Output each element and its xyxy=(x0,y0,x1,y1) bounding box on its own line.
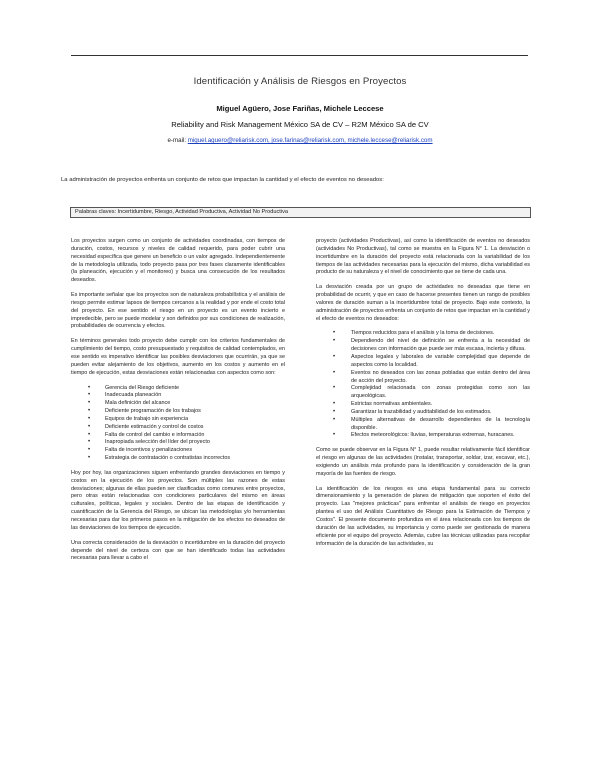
email-links[interactable]: miguel.aguero@reliarisk.com, jose.farinas@reliarisk.com, michele.leccese@reliarisk.com xyxy=(187,137,433,144)
challenges-list xyxy=(316,330,530,440)
keywords: Palabras claves: Incertidumbre, Riesgo, Actividad Productiva, Actividad No Productiva xyxy=(75,209,288,215)
right-column xyxy=(316,238,530,555)
paragraph: Los proyectos surgen como un conjunto de actividades coordinadas, con tiempos de duración, costos, recursos y niveles de calidad requerido, para poder cubrir una necesidad específica que genere un beneficio o un valor agregado. Independientemente de la metodología utilizada, todo proyecto pasa por tres fases claramente identificables (la planeación, ejecución y el monitoreo) y busca una consecución de los resultados deseados. xyxy=(71,238,285,284)
paragraph: proyecto (actividades Productivas), así como la identificación de eventos no deseados (actividades No Productivas), tal como se muestra en la Figura N° 1. La desviación o incertidumbre en la duración del proyecto está relacionada con la variabilidad de los tiempos de las actividades necesarias para la ejecución del mismo, dicha variabilidad es producto de su naturaleza y el nivel de conocimiento que se tiene de cada una. xyxy=(316,238,530,276)
email-label: e-mail: xyxy=(167,137,188,144)
list-item: • Dependiendo del nivel de definición se enfrenta a la necesidad de decisiones con información que puede ser más escasa, incierta y difusa. xyxy=(333,338,530,354)
list-item: • Gerencia del Riesgo deficiente xyxy=(88,385,285,393)
list-item: • Múltiples alternativas de desarrollo dependientes de la tecnología disponible. xyxy=(333,417,530,433)
list-item: • Inadecuada planeación xyxy=(88,392,285,400)
list-item: • Eventos no deseados con las zonas pobladas que están dentro del área de acción del proyecto. xyxy=(333,370,530,386)
list-item: • Estrictas normativas ambientales. xyxy=(333,401,530,409)
list-item: • Inapropiada selección del líder del proyecto xyxy=(88,439,285,447)
list-item: • Deficiente estimación y control de costos xyxy=(88,424,285,432)
list-item: • Mala definición del alcance xyxy=(88,400,285,408)
list-item: • Efectos meteorológicos: lluvias, temperaturas extremas, huracanes. xyxy=(333,432,530,440)
list-item: • Deficiente programación de los trabajos xyxy=(88,408,285,416)
paragraph: Como se puede observar en la Figura N° 1, puede resultar relativamente fácil identificar el riesgo en algunas de las actividades (instalar, transportar, soldar, izar, excavar, etc.), exigiendo un análisis más profundo para la identificación y consideración de la gran mayoría de las fuentes de riesgo. xyxy=(316,447,530,477)
list-item: • Falta de incentivos y penalizaciones xyxy=(88,447,285,455)
header-rule xyxy=(71,55,528,56)
list-item: • Garantizar la trazabilidad y auditabilidad de los estimados. xyxy=(333,409,530,417)
paragraph: Una correcta consideración de la desviación o incertidumbre en la duración del proyecto depende del nivel de certeza con que se han identificado todas las actividades necesarias para llevar a cabo el xyxy=(71,539,285,562)
abstract: La administración de proyectos enfrenta un conjunto de retos que impactan la cantidad y el efecto de eventos no deseados: xyxy=(61,177,384,183)
paragraph: Hoy por hoy, las organizaciones siguen enfrentando grandes desviaciones en tiempo y costos en la ejecución de los proyectos. Son múltiples las razones de estas desviaciones; algunas de ellas pueden ser clasificadas como comunes entre proyectos, pero otras están relacionadas con condiciones particulares del mismo en áreas culturales, políticas, legales y sociales. Dentro de las etapas de identificación y cuantificación de la Gerencia del Riesgo, se ubican las metodologías y/o herramientas necesarias para dar los primeros pasos en la mitigación de los efectos no deseados de las desviaciones de los tiempos de ejecución. xyxy=(71,469,285,531)
list-item: • Aspectos legales y laborales de variable complejidad que depende de aspectos como la localidad. xyxy=(333,354,530,370)
paper-title: Identificación y Análisis de Riesgos en Proyectos xyxy=(193,76,407,87)
list-item: • Complejidad relacionada con zonas protegidas como son las arqueológicas. xyxy=(333,385,530,401)
deviation-list xyxy=(71,385,285,463)
paragraph: La desviación creada por un grupo de actividades no deseadas que tiene en probabilidad de ocurrir, y que en caso de hacerse presentes tienen un rango de posibles valores de duración suman a la incertidumbre total de proyecto. Bajo este contexto, la administración de proyectos enfrenta un conjunto de retos que impactan en la cantidad y el efecto de eventos no deseados: xyxy=(316,284,530,322)
keywords-box xyxy=(70,207,531,218)
list-item: • Estrategia de contratación o contratistas incorrectos xyxy=(88,455,285,463)
paragraph: En términos generales todo proyecto debe cumplir con los criterios fundamentales de cumplimiento del tiempo, costo presupuestado y requisitos de calidad contemplados, en ese sentido es imperativo identificar las posibles desviaciones que ocurrirán, ya que se pueden evitar alejamiento de los objetivos, aumento en los costos y aumento en el tiempo de ejecución, estas desviaciones están relacionadas con aspectos como son: xyxy=(71,338,285,376)
list-item: • Falta de control del cambio e información xyxy=(88,432,285,440)
list-item: • Equipos de trabajo sin experiencia xyxy=(88,416,285,424)
email-line xyxy=(0,137,600,144)
left-column xyxy=(71,238,285,570)
list-item: • Tiempos reducidos para el análisis y la toma de decisiones. xyxy=(333,330,530,338)
paragraph: Es importante señalar que los proyectos son de naturaleza probabilística y el análisis de riesgo permite estimar lapsos de tiempos cercanos a la realidad y por ende el costo total del proyecto. En ese sentido el riesgo en un proyecto es un evento incierto e impredecible, pero se puede modelar y son definidos por sus condiciones de realización, probabilidades de ocurrencia y efectos. xyxy=(71,292,285,330)
author-list: Miguel Agüero, Jose Fariñas, Michele Leccese xyxy=(216,104,384,113)
affiliation: Reliability and Risk Management México SA de CV – R2M México SA de CV xyxy=(171,120,429,129)
paragraph: La identificación de los riesgos es una etapa fundamental para su correcto dimensionamiento y la generación de planes de mitigación que soporten el éxito del proyecto. Las "mejores prácticas" para enfrentar el análisis de riesgo en proyectos plantea el uso del Análisis Cuantitativo de Riesgo para la Estimación de Tiempos y Costos". El presente documento profundiza en el área relacionada con los tiempos de duración de las actividades, su importancia y como puede ser gestionada de manera eficiente por el equipo del proyecto. Además, cubre las técnicas utilizadas para recopilar información de la duración de las actividades, su xyxy=(316,485,530,547)
